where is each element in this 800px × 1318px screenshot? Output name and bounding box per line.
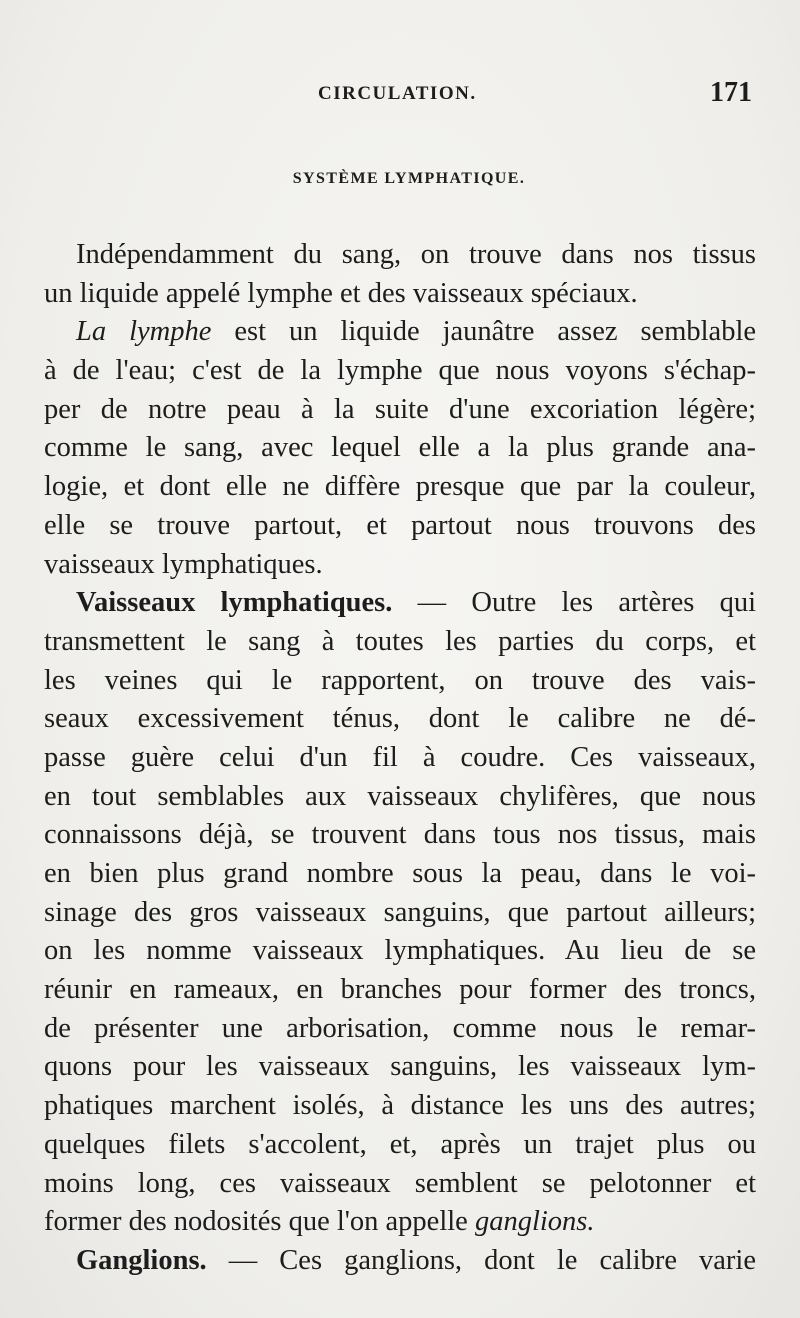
running-title: CIRCULATION. [318,83,477,104]
text-line: phatiques marchent isolés, à distance les uns des autres; [44,1090,756,1122]
italic-term: ganglions. [474,1206,595,1238]
text-line: moins long, ces vaisseaux semblent se pelotonner et [44,1167,756,1199]
text-line: de présenter une arborisation, comme nous le remar- [44,1012,756,1044]
text-line: seaux excessivement ténus, dont le calibre ne dé- [44,703,756,735]
text-line: sinage des gros vaisseaux sanguins, que partout ailleurs; [44,896,756,928]
text-line-rest: — Ces ganglions, dont le calibre varie [206,1244,756,1276]
text-line [44,1242,756,1281]
text-line: en tout semblables aux vaisseaux chylifères, que nous [44,780,756,812]
text-line: à de l'eau; c'est de la lymphe que nous voyons s'échap- [44,355,756,387]
text-line: vaisseaux lymphatiques. [44,548,323,580]
text-line: comme le sang, avec lequel elle a la plus grande ana- [44,432,756,464]
text-line: en bien plus grand nombre sous la peau, dans le voi- [44,858,756,889]
italic-term: La lymphe [76,316,212,348]
body-text [44,236,756,1281]
text-line-rest: est un liquide jaunâtre assez semblable [211,316,757,348]
text-line: transmettent le sang à toutes les parties du corps, et [44,625,756,657]
text-line: connaissons déjà, se trouvent dans tous nos tissus, mais [44,819,756,851]
text-line: per de notre peau à la suite d'une excoriation légère; [44,393,756,425]
paragraph-heading: Vaisseaux lymphatiques. [76,587,393,619]
paragraph-heading: Ganglions. [76,1244,207,1276]
text-line: Indépendamment du sang, on trouve dans nos tissus [76,239,756,270]
page-number: 171 [710,77,752,108]
text-line: quelques filets s'accolent, et, après un trajet plus ou [44,1128,756,1160]
text-line [44,584,756,623]
text-line: quons pour les vaisseaux sanguins, les vaisseaux lym- [44,1051,756,1083]
text-line: elle se trouve partout, et partout nous trouvons des [44,509,756,541]
text-line: logie, et dont elle ne diffère presque que par la couleur, [44,471,756,503]
section-title: SYSTÈME LYMPHATIQUE. [292,170,526,187]
text-line [44,1203,756,1242]
text-line: réunir en rameaux, en branches pour former des troncs, [44,974,756,1006]
text-line: on les nomme vaisseaux lymphatiques. Au lieu de se [44,935,756,967]
text-line: passe guère celui d'un fil à coudre. Ces vaisseaux, [44,741,756,773]
text-line [44,313,756,352]
text-line: un liquide appelé lymphe et des vaisseaux spéciaux. [44,277,638,309]
running-head [0,77,800,113]
text-line-rest: — Outre les artères qui [392,587,756,619]
text-line-pre: former des nodosités que l'on appelle [44,1206,475,1238]
text-line: les veines qui le rapportent, on trouve des vais- [44,664,756,696]
